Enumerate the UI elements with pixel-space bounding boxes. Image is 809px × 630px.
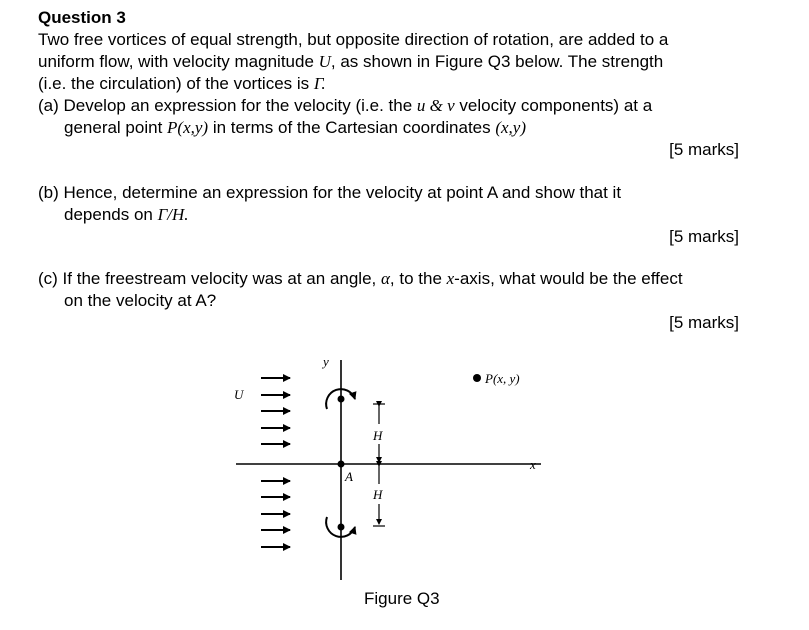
label-x: x [530,457,536,472]
x-axis-symbol: x [446,269,455,288]
intro-line-3-start: (i.e. the circulation) of the vortices is [38,74,314,93]
label-A: A [345,469,353,484]
part-a-line-1-start: (a) Develop an expression for the velocity (i.e. the [38,96,417,115]
lower-vortex-core [338,524,345,531]
part-a-marks: [5 marks] [669,140,739,159]
point-P-dot [473,374,481,382]
label-H-upper: H [373,428,383,443]
label-P: P(x, y) [485,371,520,386]
figure-caption: Figure Q3 [364,589,440,608]
gamma-over-H-symbol: Γ/H. [157,205,189,224]
part-c-line-2: on the velocity at A? [64,291,217,310]
part-b-line-2-start: depends on [64,205,158,224]
label-U: U [234,387,244,402]
label-H-lower: H [373,487,383,502]
part-c-line-1-start: (c) If the freestream velocity was at an angle, [38,269,381,288]
part-a-line-2-start: general point [64,118,168,137]
part-c-marks: [5 marks] [669,313,739,332]
question-title: Question 3 [38,8,126,27]
uniform-flow-arrows [261,378,290,547]
part-a-line-2-mid: in terms of the Cartesian coordinates [208,118,496,137]
upper-vortex-core [338,396,345,403]
circulation-symbol: Γ. [313,74,326,93]
xy-symbol: (x,y) [495,118,527,137]
intro-line-2-start: uniform flow, with velocity magnitude [38,52,319,71]
part-a-line-1-end: velocity components) at a [454,96,653,115]
intro-line-1: Two free vortices of equal strength, but opposite direction of rotation, are added to a [38,30,669,49]
alpha-symbol: α [380,269,390,288]
point-A-dot [338,461,345,468]
point-P-symbol: P(x,y) [167,118,209,137]
velocity-symbol-U: U [318,52,331,71]
uv-symbols: u & v [416,96,455,115]
intro-line-2-end: , as shown in Figure Q3 below. The strength [330,52,664,71]
part-c-line-1-mid: , to the [389,269,447,288]
part-c-line-1-end: -axis, what would be the effect [454,269,683,288]
part-b-line-1: (b) Hence, determine an expression for the velocity at point A and show that it [38,183,622,202]
label-y: y [323,354,329,369]
part-b-marks: [5 marks] [669,227,739,246]
